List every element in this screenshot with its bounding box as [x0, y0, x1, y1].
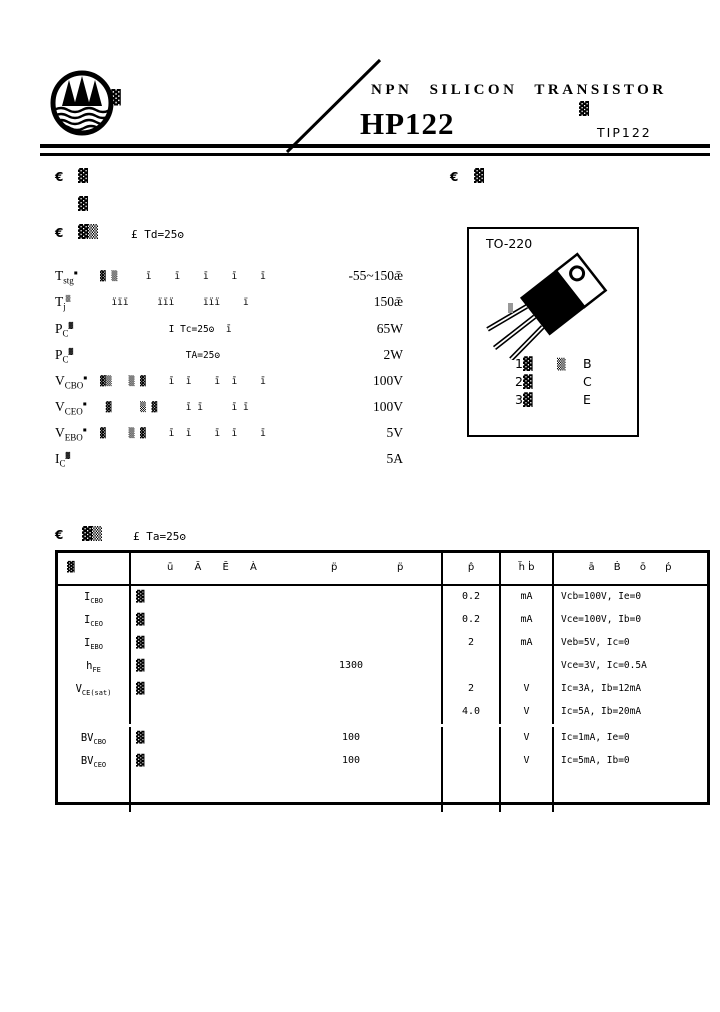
company-logo: [46, 68, 118, 138]
pin-letter: C: [583, 374, 592, 389]
col-header-unit: ḧ ḃ: [499, 553, 552, 584]
pin-garbled-glyph: ▓: [522, 356, 533, 371]
rating-row-ic: [55, 451, 403, 468]
pin-row-2: 2▓ C: [515, 374, 592, 389]
feature-bullet-1: €: [55, 170, 64, 184]
table-row-bvceo: $BV_{CEO}$ ▓ 100 V Ic=5mA, Ib=0: [58, 750, 707, 773]
col-header-symbol: ▓: [67, 562, 75, 573]
ratings-section-title: ▓▒: [78, 225, 98, 240]
rating-row-pc-case: [55, 321, 403, 338]
rating-value: 65W: [376, 321, 403, 336]
rating-value: 2W: [383, 347, 403, 362]
rating-row-pc-ambient: [55, 347, 403, 364]
elec-section-title: ▓▒: [82, 527, 102, 542]
table-row-iceo: $I_{CEO}$ ▓ 0.2 mA Vce=100V, Ib=0: [58, 609, 707, 632]
rating-value: 150ǣ: [373, 294, 403, 309]
rating-value: 100V: [373, 373, 403, 388]
rating-garble: ïïï ïïï ïïï ï: [100, 297, 249, 308]
logo-garbled-glyph: ▓: [110, 90, 121, 106]
col-header-conditions: ā Ḃ ō ṕ: [552, 553, 707, 584]
pin-letter: E: [583, 392, 591, 407]
rating-row-vcbo: [55, 373, 403, 390]
table-filler-row: [58, 773, 707, 812]
outline-bullet: €: [450, 170, 459, 184]
rating-symbol: $T_j^▒$: [55, 294, 71, 312]
package-name: TO-220: [486, 236, 533, 251]
pin-row-1: 1▓ ▒ B: [515, 356, 592, 371]
rating-condition: I Tc=25ʘ ī: [100, 324, 232, 335]
rating-garble: ▓ ▒ ▓ ī ī ī ī: [100, 402, 249, 413]
rating-symbol: $V_{CEO}^▪$: [55, 399, 87, 417]
pin-row-3: 3▓ E: [515, 392, 591, 407]
rating-symbol: $I_C^▓$: [55, 451, 71, 469]
rating-value: 5A: [386, 451, 403, 466]
table-header-row: [58, 553, 707, 586]
feature-text-2: ▓: [78, 197, 88, 212]
table-row-vcesat: $V_{CE(sat)}$ ▓ 2 V Ic=3A, Ib=12mA: [58, 678, 707, 701]
row-garbled-glyph: ▓: [136, 590, 145, 603]
pin-garbled-glyph: ▓: [522, 392, 533, 407]
table-row-iebo: $I_{EBO}$ ▓ 2 mA Veb=5V, Ic=0: [58, 632, 707, 655]
rating-symbol: $P_C^▓$: [55, 321, 74, 339]
rating-symbol: $T_{stg}^▪$: [55, 268, 78, 286]
rating-row-tstg: [55, 268, 403, 285]
rating-garble: ▓ ▒ ī ī ī ī ī: [100, 271, 266, 282]
feature-bullet-3: €: [55, 226, 64, 240]
table-row-icbo: $I_{CBO}$ ▓ 0.2 mA Vcb=100V, Ie=0: [58, 586, 707, 609]
col-header-name: ū Ā Ē À p̈ p̈: [129, 553, 441, 584]
col-header-max: p̂: [441, 553, 499, 584]
header-rule-bottom: [40, 153, 710, 156]
crossref-garbled-glyph: ▓: [579, 102, 589, 117]
part-number: HP122: [360, 106, 455, 141]
rating-symbol: $V_{CBO}^▪$: [55, 373, 88, 391]
pin-letter: B: [583, 356, 592, 371]
rating-garble: ▓▒ ▒ ▓ ī ī ī ī ī: [100, 376, 266, 387]
pin-garbled-glyph: ▓: [522, 374, 533, 389]
rating-row-vceo: [55, 399, 403, 416]
rating-symbol: $P_C^▓$: [55, 347, 74, 365]
outline-section-title: ▓: [474, 169, 484, 184]
table-row-bvcbo: $BV_{CBO}$ ▓ 100 V Ic=1mA, Ie=0: [58, 727, 707, 750]
elec-temp-condition: £ Ta=25ʘ: [133, 530, 186, 543]
cross-reference: TIP122: [597, 125, 652, 140]
table-row-hfe: $h_{FE}$ ▓ 1300 Vce=3V, Ic=0.5A: [58, 655, 707, 678]
elec-characteristics-table: [55, 550, 710, 805]
rating-value: -55~150ǣ: [348, 268, 403, 283]
rating-garble: ▓ ▒ ▓ ī ī ī ī ī: [100, 428, 266, 439]
rating-value: 5V: [386, 425, 403, 440]
header-rule-top: [40, 144, 710, 148]
rating-condition: TA=25ʘ: [100, 350, 221, 361]
product-subtitle: NPN SILICON TRANSISTOR: [371, 82, 667, 98]
elec-bullet: €: [55, 528, 64, 542]
pin-garbled-mid: ▒: [557, 358, 566, 371]
rating-row-tj: [55, 294, 403, 311]
feature-text-1: ▓: [78, 169, 88, 184]
ratings-temp-condition: £ Td=25ʘ: [131, 228, 184, 241]
rating-symbol: $V_{EBO}^▪$: [55, 425, 87, 443]
to220-package-drawing: [478, 248, 628, 360]
rating-value: 100V: [373, 399, 403, 414]
rating-row-vebo: [55, 425, 403, 442]
table-row-vcesat-2: 4.0 V Ic=5A, Ib=20mA: [58, 701, 707, 724]
